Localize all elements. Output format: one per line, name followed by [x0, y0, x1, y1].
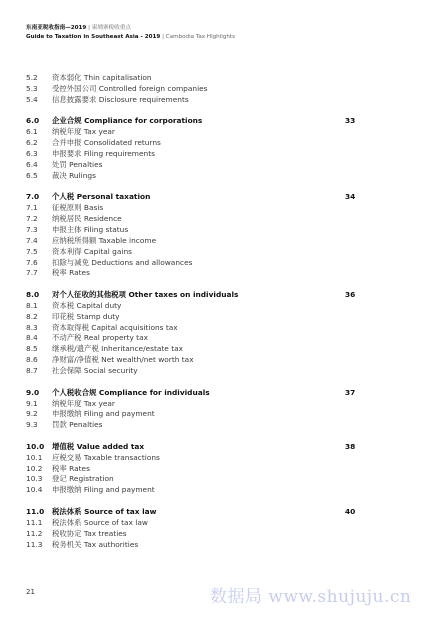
toc-section-heading [26, 442, 356, 453]
toc-entry-number: 11.1 [26, 517, 43, 527]
toc-entry-title: 登记 Registration [52, 474, 114, 484]
toc-entry-title: 税务机关 Tax authorities [52, 539, 139, 549]
toc-entry-number: 7.3 [26, 224, 38, 234]
toc-section-heading [26, 388, 356, 399]
toc-entry-number: 5.3 [26, 83, 38, 93]
toc-section-heading [26, 290, 356, 301]
toc-entry [26, 203, 356, 214]
header-title-cn: 东南亚税收指南—2019 [26, 25, 87, 31]
toc-entry-number: 8.1 [26, 300, 38, 310]
toc-entry-title: 个人税收合规 Compliance for individuals [52, 387, 210, 397]
toc-entry-number: 9.2 [26, 409, 38, 419]
toc-entry-number: 8.7 [26, 366, 38, 376]
toc-entry-number: 6.5 [26, 170, 38, 180]
toc-entry-title: 罚款 Penalties [52, 420, 103, 430]
toc-gap [26, 279, 356, 290]
toc-entry [26, 409, 356, 420]
toc-entry [26, 138, 356, 149]
toc-entry [26, 225, 356, 236]
toc-entry-number: 7.7 [26, 268, 38, 278]
toc-page-number: 33 [345, 116, 356, 126]
toc-section-heading [26, 507, 356, 518]
toc-entry-title: 应税交易 Taxable transactions [52, 452, 160, 462]
header-line-english [26, 33, 235, 42]
toc-gap [26, 496, 356, 507]
toc-entry [26, 247, 356, 258]
toc-entry-number: 7.0 [26, 192, 40, 202]
toc-entry [26, 127, 356, 138]
toc-entry-title: 继承税/遗产税 Inheritance/estate tax [52, 344, 184, 354]
toc-entry [26, 84, 356, 95]
toc-entry [26, 529, 356, 540]
toc-entry-title: 申报缴纳 Filing and payment [52, 409, 155, 419]
toc-entry-title: 不动产税 Real property tax [52, 333, 148, 343]
toc-entry-number: 7.6 [26, 257, 38, 267]
toc-entry [26, 236, 356, 247]
header-subtitle-en: | Cambodia Tax Highlights [160, 34, 236, 40]
toc-entry-title: 税率 Rates [52, 268, 90, 278]
toc-entry-number: 10.1 [26, 452, 43, 462]
toc-entry [26, 333, 356, 344]
toc-entry-title: 企业合规 Compliance for corporations [52, 116, 203, 126]
table-of-contents [26, 73, 356, 550]
toc-entry-number: 6.3 [26, 148, 38, 158]
toc-entry [26, 258, 356, 269]
toc-entry-title: 税法体系 Source of tax law [52, 517, 148, 527]
toc-entry-number: 8.3 [26, 322, 38, 332]
toc-entry [26, 73, 356, 84]
toc-entry [26, 344, 356, 355]
toc-entry-number: 8.6 [26, 355, 38, 365]
toc-entry-number: 5.4 [26, 94, 38, 104]
toc-entry [26, 214, 356, 225]
toc-entry-number: 6.1 [26, 127, 38, 137]
toc-entry-title: 印花税 Stamp duty [52, 311, 120, 321]
toc-entry [26, 485, 356, 496]
toc-entry-number: 7.4 [26, 235, 38, 245]
toc-entry-number: 8.4 [26, 333, 38, 343]
toc-entry-title: 资本税 Capital duty [52, 300, 122, 310]
toc-entry-title: 社会保障 Social security [52, 366, 138, 376]
toc-entry-title: 处罚 Penalties [52, 159, 103, 169]
toc-page-number: 37 [345, 387, 356, 397]
header-line-chinese [26, 24, 235, 33]
toc-entry-number: 8.0 [26, 289, 40, 299]
toc-entry-title: 扣除与减免 Deductions and allowances [52, 257, 193, 267]
toc-entry-number: 10.0 [26, 441, 45, 451]
toc-entry-title: 资本弱化 Thin capitalisation [52, 73, 152, 82]
toc-entry [26, 540, 356, 551]
toc-entry-title: 净财富/净值税 Net wealth/net worth tax [52, 355, 194, 365]
toc-entry-title: 资本利得 Capital gains [52, 246, 132, 256]
toc-entry-title: 合并申报 Consolidated returns [52, 138, 161, 148]
toc-entry-title: 个人税 Personal taxation [52, 192, 151, 202]
toc-entry-title: 申报缴纳 Filing and payment [52, 485, 155, 495]
toc-entry [26, 420, 356, 431]
toc-entry-title: 对个人征收的其他税项 Other taxes on individuals [52, 289, 239, 299]
toc-entry [26, 301, 356, 312]
toc-entry [26, 160, 356, 171]
toc-entry [26, 323, 356, 334]
toc-entry [26, 149, 356, 160]
toc-entry-number: 10.3 [26, 474, 43, 484]
toc-entry-number: 8.2 [26, 311, 38, 321]
toc-entry-number: 5.2 [26, 73, 38, 82]
toc-entry [26, 464, 356, 475]
toc-entry [26, 399, 356, 410]
toc-gap [26, 106, 356, 117]
toc-entry-title: 裁决 Rulings [52, 170, 96, 180]
toc-entry-number: 11.2 [26, 528, 43, 538]
running-header [26, 24, 235, 42]
toc-entry-title: 纳税年度 Tax year [52, 127, 115, 137]
toc-entry-number: 6.4 [26, 159, 38, 169]
toc-gap [26, 431, 356, 442]
toc-page-number: 34 [345, 192, 356, 202]
toc-entry [26, 453, 356, 464]
toc-entry-number: 6.0 [26, 116, 40, 126]
toc-entry-number: 10.2 [26, 463, 43, 473]
toc-page-number: 36 [345, 289, 356, 299]
toc-entry [26, 171, 356, 182]
toc-entry-number: 11.3 [26, 539, 43, 549]
toc-entry-title: 申报主体 Filing status [52, 224, 129, 234]
toc-entry-title: 税率 Rates [52, 463, 90, 473]
page-number: 21 [26, 588, 35, 596]
toc-entry-number: 10.4 [26, 485, 43, 495]
toc-entry-number: 7.5 [26, 246, 38, 256]
toc-entry [26, 518, 356, 529]
toc-entry-number: 7.1 [26, 203, 38, 213]
toc-entry-number: 11.0 [26, 506, 45, 516]
toc-page-number: 40 [345, 506, 356, 516]
toc-entry-title: 纳税年度 Tax year [52, 398, 115, 408]
toc-gap [26, 377, 356, 388]
toc-entry [26, 366, 356, 377]
toc-entry [26, 268, 356, 279]
toc-entry-number: 6.2 [26, 138, 38, 148]
watermark: 数据局 www.shujuju.cn [210, 587, 412, 607]
toc-entry-title: 申报要求 Filing requirements [52, 148, 155, 158]
toc-entry-number: 9.3 [26, 420, 38, 430]
toc-entry-number: 9.0 [26, 387, 40, 397]
toc-entry-title: 受控外国公司 Controlled foreign companies [52, 83, 208, 93]
toc-entry-number: 9.1 [26, 398, 38, 408]
toc-entry-title: 税法体系 Source of tax law [52, 506, 157, 516]
toc-entry-title: 税收协定 Tax treaties [52, 528, 127, 538]
toc-gap [26, 182, 356, 193]
toc-entry-title: 信息披露要求 Disclosure requirements [52, 94, 189, 104]
toc-entry-number: 8.5 [26, 344, 38, 354]
toc-entry [26, 474, 356, 485]
header-subtitle-cn: | 柬埔寨税收重点 [86, 25, 131, 31]
toc-section-heading [26, 192, 356, 203]
toc-entry [26, 355, 356, 366]
toc-entry-title: 增值税 Value added tax [52, 441, 145, 451]
toc-page-number: 38 [345, 441, 356, 451]
toc-entry-title: 应纳税所得额 Taxable income [52, 235, 157, 245]
toc-entry-title: 资本取得税 Capital acquisitions tax [52, 322, 178, 332]
toc-entry-number: 7.2 [26, 213, 38, 223]
toc-entry-title: 纳税居民 Residence [52, 213, 122, 223]
toc-entry-title: 征税原则 Basis [52, 203, 104, 213]
toc-entry [26, 95, 356, 106]
toc-section-heading [26, 116, 356, 127]
toc-entry [26, 312, 356, 323]
header-title-en: Guide to Taxation in Southeast Asia - 2019 [26, 34, 161, 40]
